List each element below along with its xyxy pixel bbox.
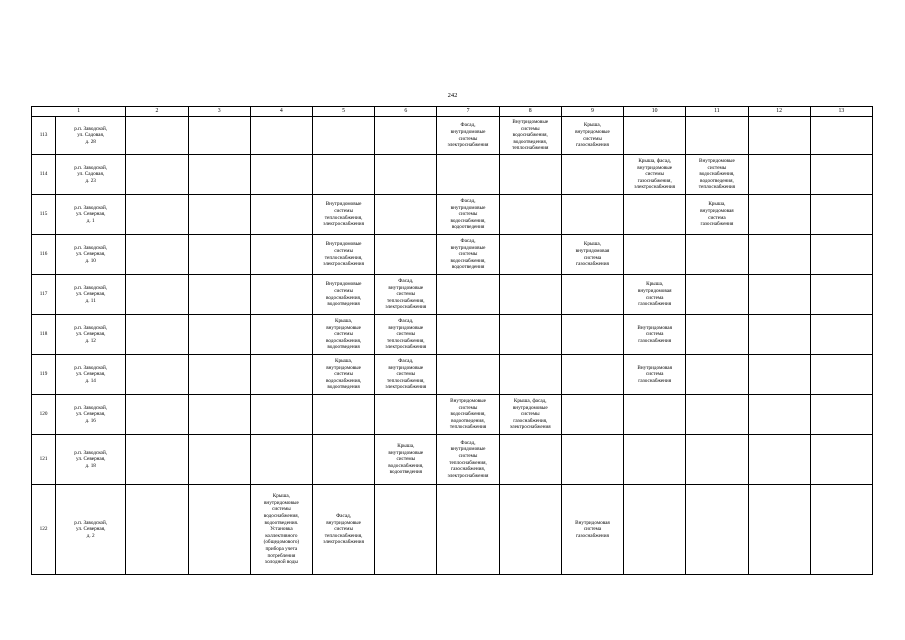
- table-row: [32, 117, 873, 155]
- work-cell: Внутридомовые системы теплоснабжения, электроснабжения: [312, 195, 374, 235]
- work-cell: Фасад, внутридомовые системы теплоснабжения, газоснабжения, электроснабжения: [437, 435, 499, 485]
- work-cell: [375, 395, 437, 435]
- work-cell: [748, 275, 810, 315]
- work-cell: [188, 355, 250, 395]
- work-cell: [499, 275, 561, 315]
- work-cell: [810, 355, 872, 395]
- work-cell: [250, 395, 312, 435]
- work-cell: Фасад, внутридомовые системы теплоснабжения, электроснабжения: [375, 355, 437, 395]
- row-number-cell: 122: [32, 485, 56, 575]
- work-cell: [499, 435, 561, 485]
- work-cell: Фасад, внутридомовые системы водоснабжения, водоотведения: [437, 195, 499, 235]
- work-cell: [437, 355, 499, 395]
- work-cell: [188, 275, 250, 315]
- table-row: [32, 355, 873, 395]
- work-cell: [624, 195, 686, 235]
- row-number-cell: 114: [32, 155, 56, 195]
- work-cell: Внутридомовая система газоснабжения: [561, 485, 623, 575]
- work-cell: [375, 117, 437, 155]
- header-cell: 4: [250, 107, 312, 117]
- work-cell: [126, 485, 188, 575]
- work-cell: [499, 235, 561, 275]
- work-cell: [312, 155, 374, 195]
- table-row: [32, 485, 873, 575]
- work-cell: [561, 195, 623, 235]
- work-cell: Внутридомовая система газоснабжения: [624, 355, 686, 395]
- row-number-cell: 121: [32, 435, 56, 485]
- work-cell: [499, 315, 561, 355]
- work-cell: [624, 435, 686, 485]
- work-cell: [561, 395, 623, 435]
- row-number-cell: 120: [32, 395, 56, 435]
- work-cell: Фасад, внутридомовые системы теплоснабжения, электроснабжения: [312, 485, 374, 575]
- work-cell: [126, 315, 188, 355]
- work-cell: [188, 195, 250, 235]
- work-cell: [250, 117, 312, 155]
- work-cell: Фасад, внутридомовые системы водоснабжения, водоотведения: [437, 235, 499, 275]
- work-cell: [810, 117, 872, 155]
- work-cell: [561, 355, 623, 395]
- address-cell: р.п. Заводской, ул. Северная, д. 2: [56, 485, 126, 575]
- address-cell: р.п. Заводской, ул. Северная, д. 14: [56, 355, 126, 395]
- row-number-cell: 117: [32, 275, 56, 315]
- header-cell: 8: [499, 107, 561, 117]
- work-cell: [188, 395, 250, 435]
- work-cell: [810, 315, 872, 355]
- work-cell: [499, 195, 561, 235]
- work-cell: [188, 435, 250, 485]
- work-cell: Крыша, внутридомовые системы водоснабжения, водоотведения: [375, 435, 437, 485]
- work-cell: [250, 235, 312, 275]
- work-cell: [748, 395, 810, 435]
- row-number-cell: 119: [32, 355, 56, 395]
- header-cell: 12: [748, 107, 810, 117]
- work-cell: [126, 435, 188, 485]
- header-cell: 7: [437, 107, 499, 117]
- work-cell: [686, 355, 748, 395]
- work-cell: Фасад, внутридомовые системы электроснабжения: [437, 117, 499, 155]
- work-cell: [748, 355, 810, 395]
- work-cell: Фасад, внутридомовые системы теплоснабжения, электроснабжения: [375, 315, 437, 355]
- header-row: [32, 107, 873, 117]
- work-cell: [748, 235, 810, 275]
- table-row: [32, 435, 873, 485]
- work-cell: Внутридомовая система газоснабжения: [624, 315, 686, 355]
- work-cell: [188, 485, 250, 575]
- address-cell: р.п. Заводской, ул. Северная, д. 18: [56, 435, 126, 485]
- header-cell: 1: [32, 107, 126, 117]
- work-cell: Внутридомовые системы водоснабжения, водоотведения, теплоснабжения: [499, 117, 561, 155]
- work-cell: [686, 315, 748, 355]
- work-cell: Крыша, внутридомовые системы водоснабжения, водоотведения. Установка коллективного (общедомового) прибора учета потребления холодной воды: [250, 485, 312, 575]
- work-cell: [499, 485, 561, 575]
- work-cell: Крыша, внутридомовые системы водоснабжения, водоотведения: [312, 355, 374, 395]
- address-cell: р.п. Заводской, ул. Северная, д. 11: [56, 275, 126, 315]
- work-cell: [188, 155, 250, 195]
- work-cell: [312, 435, 374, 485]
- work-cell: [748, 315, 810, 355]
- work-cell: [686, 275, 748, 315]
- work-cell: [250, 315, 312, 355]
- work-cell: [748, 117, 810, 155]
- work-cell: [624, 395, 686, 435]
- table-row: [32, 275, 873, 315]
- work-cell: [437, 485, 499, 575]
- work-cell: Крыша, внутридомовая система газоснабжения: [624, 275, 686, 315]
- table-row: [32, 315, 873, 355]
- work-cell: [810, 435, 872, 485]
- work-cell: [375, 155, 437, 195]
- work-cell: [810, 485, 872, 575]
- header-cell: 6: [375, 107, 437, 117]
- header-cell: 10: [624, 107, 686, 117]
- work-cell: [686, 435, 748, 485]
- address-cell: р.п. Заводской, ул. Северная, д. 12: [56, 315, 126, 355]
- work-cell: [250, 355, 312, 395]
- work-cell: [250, 435, 312, 485]
- work-cell: [810, 395, 872, 435]
- work-cell: Крыша, внутридомовые системы водоснабжения, водоотведения: [312, 315, 374, 355]
- work-cell: [686, 235, 748, 275]
- page-number: 242: [447, 92, 458, 99]
- work-cell: [810, 235, 872, 275]
- work-cell: Внутридомовые системы водоснабжения, водоотведения: [312, 275, 374, 315]
- work-cell: [810, 195, 872, 235]
- work-cell: [188, 117, 250, 155]
- work-cell: [250, 155, 312, 195]
- row-number-cell: 115: [32, 195, 56, 235]
- work-cell: [375, 485, 437, 575]
- capital-repair-table: [31, 106, 873, 575]
- row-number-cell: 118: [32, 315, 56, 355]
- header-cell: 11: [686, 107, 748, 117]
- work-cell: [748, 485, 810, 575]
- work-cell: [188, 315, 250, 355]
- work-cell: [126, 395, 188, 435]
- work-cell: [748, 155, 810, 195]
- work-cell: [188, 235, 250, 275]
- work-cell: [250, 275, 312, 315]
- address-cell: р.п. Заводской, ул. Садовая, д. 28: [56, 117, 126, 155]
- work-cell: [375, 235, 437, 275]
- work-cell: [499, 155, 561, 195]
- work-cell: [561, 275, 623, 315]
- work-cell: Фасад, внутридомовые системы теплоснабжения, электроснабжения: [375, 275, 437, 315]
- work-cell: [810, 155, 872, 195]
- work-cell: [499, 355, 561, 395]
- work-cell: [437, 155, 499, 195]
- row-number-cell: 113: [32, 117, 56, 155]
- address-cell: р.п. Заводской, ул. Северная, д. 16: [56, 395, 126, 435]
- header-cell: 3: [188, 107, 250, 117]
- work-cell: [312, 117, 374, 155]
- row-number-cell: 116: [32, 235, 56, 275]
- work-cell: [561, 435, 623, 485]
- work-cell: [126, 355, 188, 395]
- work-cell: Внутридомовые системы теплоснабжения, электроснабжения: [312, 235, 374, 275]
- work-cell: [126, 235, 188, 275]
- table-row: [32, 155, 873, 195]
- work-cell: [748, 435, 810, 485]
- work-cell: Крыша, фасад, внутридомовые системы газоснабжения, электроснабжения: [624, 155, 686, 195]
- header-cell: 13: [810, 107, 872, 117]
- work-cell: [126, 117, 188, 155]
- work-cell: Крыша, внутридомовая система газоснабжения: [686, 195, 748, 235]
- work-cell: Внутридомовые системы водоснабжения, водоотведения, теплоснабжения: [437, 395, 499, 435]
- work-cell: Крыша, внутридомовые системы газоснабжения: [561, 117, 623, 155]
- work-cell: [126, 155, 188, 195]
- work-cell: [126, 195, 188, 235]
- table-row: [32, 195, 873, 235]
- table-row: [32, 395, 873, 435]
- address-cell: р.п. Заводской, ул. Северная, д. 10: [56, 235, 126, 275]
- work-cell: [624, 485, 686, 575]
- work-cell: [624, 235, 686, 275]
- work-cell: [686, 117, 748, 155]
- table-body: [32, 107, 873, 575]
- header-cell: 5: [312, 107, 374, 117]
- work-cell: [686, 485, 748, 575]
- work-cell: Внутридомовые системы водоснабжения, водоотведения, теплоснабжения: [686, 155, 748, 195]
- work-cell: [312, 395, 374, 435]
- header-cell: 2: [126, 107, 188, 117]
- work-cell: [748, 195, 810, 235]
- table-row: [32, 235, 873, 275]
- work-cell: [126, 275, 188, 315]
- work-cell: Крыша, внутридомовая система газоснабжения: [561, 235, 623, 275]
- header-cell: 9: [561, 107, 623, 117]
- address-cell: р.п. Заводской, ул. Северная, д. 1: [56, 195, 126, 235]
- work-cell: [624, 117, 686, 155]
- work-cell: [375, 195, 437, 235]
- work-cell: [437, 315, 499, 355]
- work-cell: [686, 395, 748, 435]
- work-cell: [250, 195, 312, 235]
- work-cell: [437, 275, 499, 315]
- work-cell: [561, 315, 623, 355]
- work-cell: [561, 155, 623, 195]
- work-cell: [810, 275, 872, 315]
- address-cell: р.п. Заводской, ул. Садовая, д. 23: [56, 155, 126, 195]
- work-cell: Крыша, фасад, внутридомовые системы газоснабжения, электроснабжения: [499, 395, 561, 435]
